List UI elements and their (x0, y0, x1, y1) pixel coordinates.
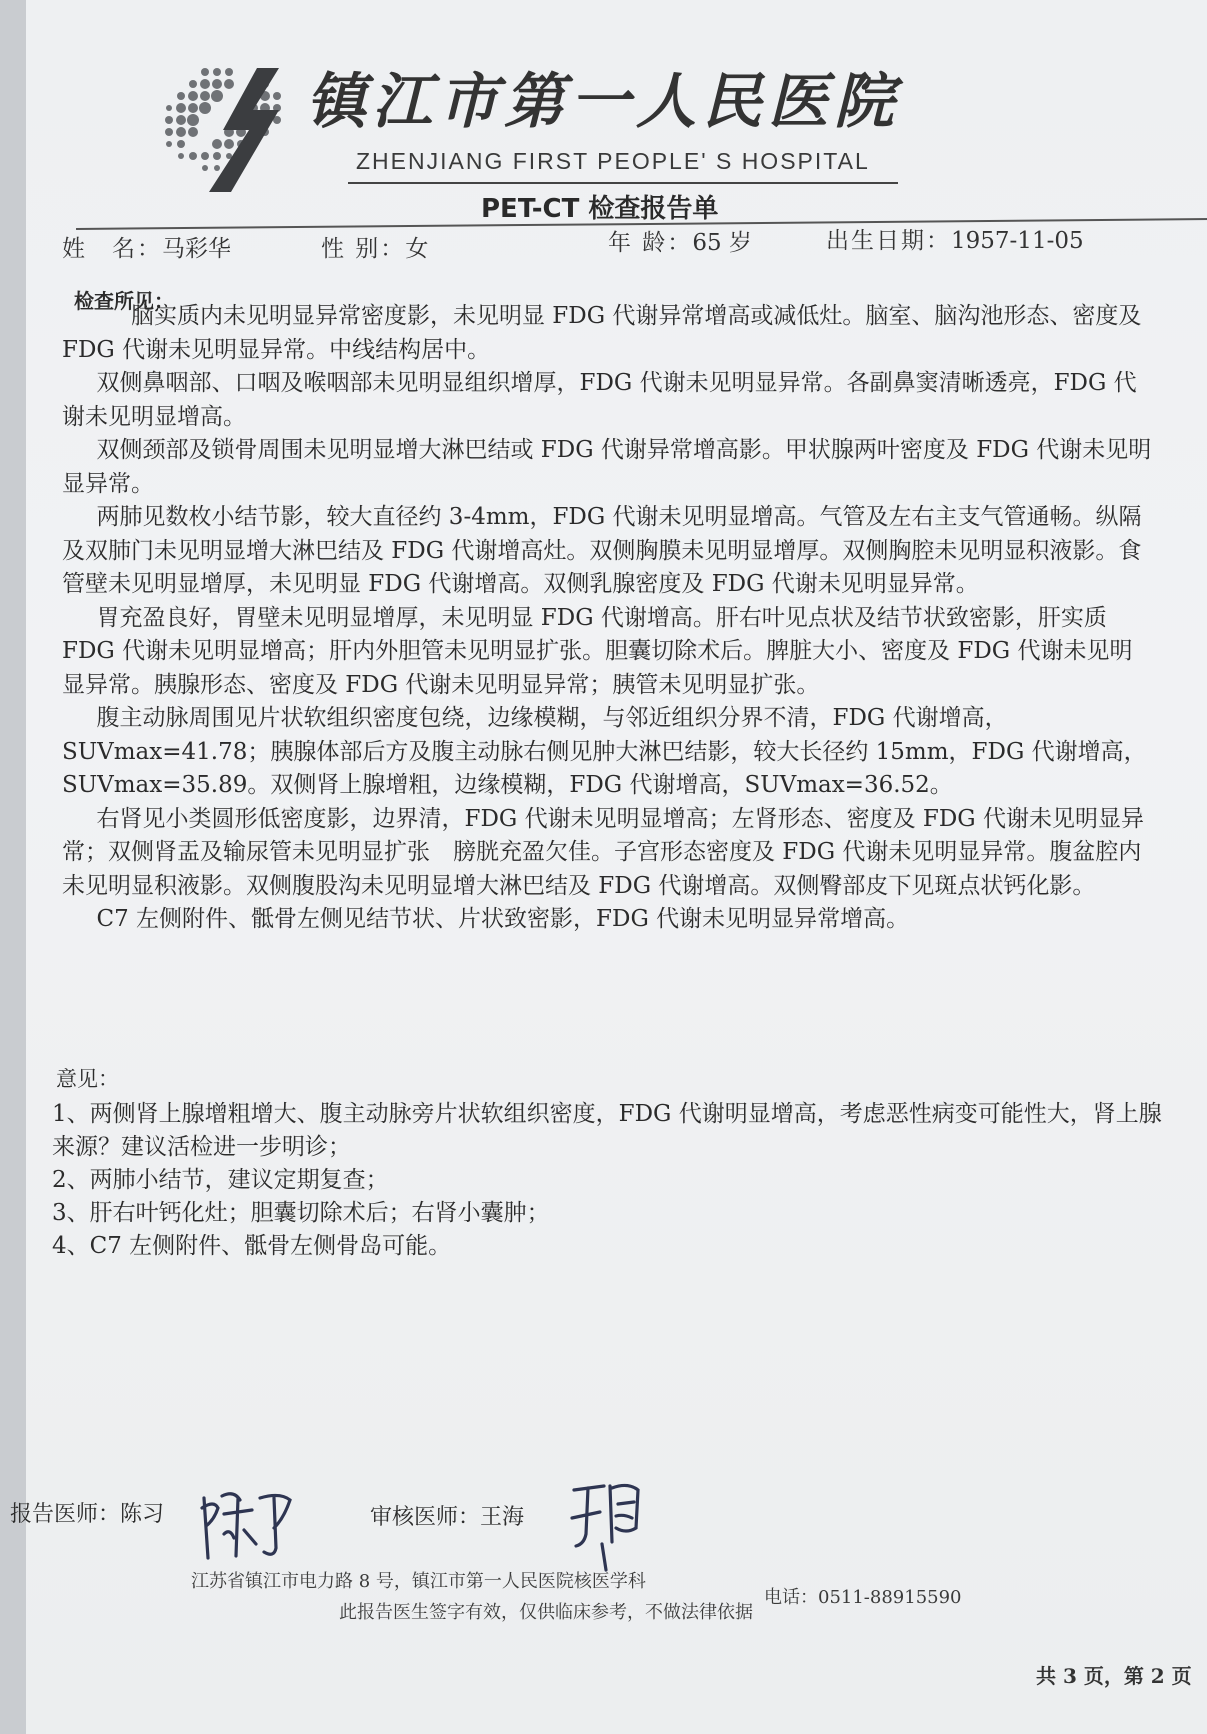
opinion-title: 意见： (56, 1067, 119, 1091)
report-title: PET-CT 检查报告单 (481, 194, 719, 224)
findings-paragraph: 右肾见小类圆形低密度影，边界清，FDG 代谢未见明显增高；左肾形态、密度及 FDG 代谢未见明显异常；双侧肾盂及输尿管未见明显扩张 膀胱充盈欠佳。子宫形态密度及 FDG 代谢未见明显异常。腹盆腔内未见明显积液影。双侧腹股沟未见明显增大淋巴结及 FDG 代谢增高。双侧臀部皮下见斑点状钙化影。 (62, 805, 1144, 899)
patient-age: 65 岁 (692, 230, 752, 256)
findings-paragraph: 腹主动脉周围见片状软组织密度包绕，边缘模糊，与邻近组织分界不清，FDG 代谢增高，SUVmax=41.78；胰腺体部后方及腹主动脉右侧见肿大淋巴结影，较大长径约 15mm，FDG 代谢增高，SUVmax=35.89。双侧肾上腺增粗，边缘模糊，FDG 代谢增高，SUVmax=36.52。 (62, 705, 1147, 798)
review-doctor-field (370, 1500, 524, 1531)
opinion-list (52, 1098, 1162, 1263)
patient-name-field (62, 230, 231, 263)
opinion-item: 3、肝右叶钙化灶；胆囊切除术后；右肾小囊肿； (52, 1200, 550, 1226)
patient-sex-label: 性 别： (321, 236, 406, 262)
footer-address: 江苏省镇江市电力路 8 号，镇江市第一人民医院核医学科 (191, 1571, 646, 1592)
findings-paragraph: 脑实质内未见明显异常密度影，未见明显 FDG 代谢异常增高或减低灶。脑室、脑沟池形态、密度及 FDG 代谢未见明显异常。中线结构居中。 (62, 303, 1142, 363)
footer-phone: 电话：0511-88915590 (764, 1587, 962, 1608)
patient-age-field (608, 224, 752, 257)
report-paper (10, 0, 1207, 1734)
findings-title: 检查所见： (74, 289, 174, 313)
findings-body (62, 300, 1152, 937)
header-divider (348, 182, 898, 184)
findings-paragraph: 两肺见数枚小结节影，较大直径约 3-4mm，FDG 代谢未见明显增高。气管及左右主支气管通畅。纵隔及双肺门未见明显增大淋巴结及 FDG 代谢增高灶。双侧胸膜未见明显增厚。双侧胸腔未见明显积液影。食管壁未见明显增厚，未见明显 FDG 代谢增高。双侧乳腺密度及 FDG 代谢未见明显异常。 (62, 504, 1142, 597)
patient-dob: 1957-11-05 (951, 228, 1084, 254)
opinion-item: 1、两侧肾上腺增粗增大、腹主动脉旁片状软组织密度，FDG 代谢明显增高，考虑恶性病变可能性大，肾上腺来源？建议活检进一步明诊； (52, 1101, 1162, 1160)
patient-dob-field (826, 222, 1084, 255)
patient-name-label: 姓 名： (62, 236, 162, 262)
opinion-item: 2、两肺小结节，建议定期复查； (52, 1167, 389, 1193)
findings-paragraph: C7 左侧附件、骶骨左侧见结节状、片状致密影，FDG 代谢未见明显异常增高。 (96, 906, 910, 932)
report-doctor-field (10, 1497, 164, 1528)
findings-paragraph: 双侧颈部及锁骨周围未见明显增大淋巴结或 FDG 代谢异常增高影。甲状腺两叶密度及 FDG 代谢未见明显异常。 (62, 437, 1152, 497)
report-doctor-label: 报告医师： (10, 1502, 121, 1527)
review-doctor-signature-icon (566, 1474, 676, 1574)
footer-disclaimer: 此报告医生签字有效，仅供临床参考，不做法律依据 (339, 1602, 753, 1623)
findings-paragraph: 胃充盈良好，胃壁未见明显增厚，未见明显 FDG 代谢增高。肝右叶见点状及结节状致密影，肝实质 FDG 代谢未见明显增高；肝内外胆管未见明显扩张。胆囊切除术后。脾脏大小、密度及 FDG 代谢未见明显异常。胰腺形态、密度及 FDG 代谢未见明显异常；胰管未见明显扩张。 (62, 604, 1133, 698)
patient-sex: 女 (405, 236, 429, 262)
review-doctor-label: 审核医师： (370, 1505, 481, 1530)
report-doctor-name: 陈习 (120, 1502, 165, 1527)
patient-name: 马彩华 (162, 236, 231, 262)
page-indicator: 共 3 页，第 2 页 (1036, 1664, 1192, 1688)
hospital-logo-icon (161, 60, 301, 200)
opinion-item: 4、C7 左侧附件、骶骨左侧骨岛可能。 (52, 1233, 452, 1259)
review-doctor-name: 王海 (480, 1505, 525, 1530)
patient-sex-field (321, 230, 428, 263)
findings-paragraph: 双侧鼻咽部、口咽及喉咽部未见明显组织增厚，FDG 代谢未见明显异常。各副鼻窦清晰透亮，FDG 代谢未见明显增高。 (62, 370, 1137, 430)
report-doctor-signature-icon (194, 1478, 304, 1568)
patient-age-label: 年 龄： (608, 230, 693, 256)
hospital-name-en: ZHENJIANG FIRST PEOPLE' S HOSPITAL (356, 148, 870, 174)
binder-edge (0, 0, 27, 1734)
hospital-name-cn: 镇江市第一人民医院 (306, 67, 900, 137)
patient-dob-label: 出生日期： (826, 228, 951, 254)
